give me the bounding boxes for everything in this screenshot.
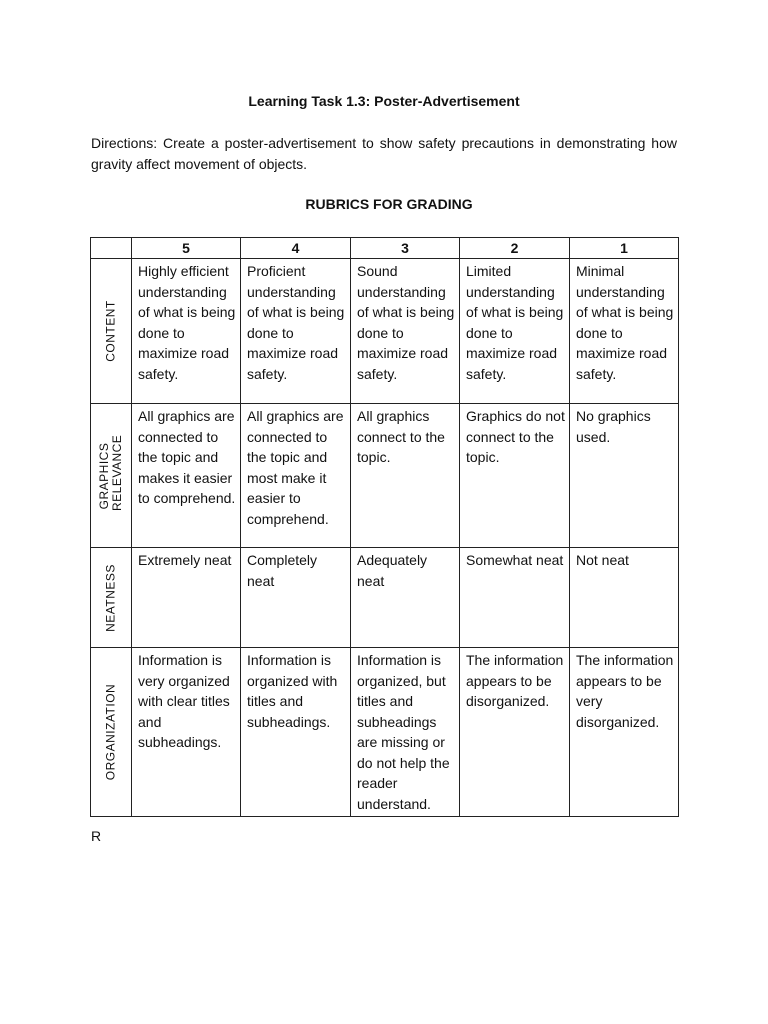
rubric-cell-text: All graphics are connected to the topic and most make it easier to comprehend. xyxy=(247,408,344,527)
rubric-cell xyxy=(460,259,570,404)
row-label-content: CONTENT xyxy=(103,300,118,362)
rubric-corner-cell xyxy=(91,238,132,259)
rubric-cell-text: Completely neat xyxy=(247,552,318,589)
rubric-cell xyxy=(570,259,679,404)
rubric-header-row xyxy=(91,238,679,259)
rubric-cell xyxy=(351,404,460,548)
row-label-cell xyxy=(91,259,132,404)
directions-text: Directions: Create a poster-advertisement to show safety precautions in demonstrating how gravity affect movement of objects. xyxy=(91,135,677,172)
rubric-cell xyxy=(132,548,241,648)
row-label-organization: ORGANIZATION xyxy=(103,683,118,781)
rubric-cell xyxy=(132,404,241,548)
rubric-cell xyxy=(460,648,570,817)
score-header-3: 3 xyxy=(351,238,460,259)
rubric-cell xyxy=(241,404,351,548)
rubric-cell-text: No graphics used. xyxy=(576,408,651,445)
rubric-cell-text: The information appears to be very disorganized. xyxy=(576,652,674,730)
rubric-cell xyxy=(351,259,460,404)
stray-character: R xyxy=(91,828,102,844)
rubric-cell-text: All graphics are connected to the topic and makes it easier to comprehend. xyxy=(138,408,236,506)
rubric-cell-text: Minimal understanding of what is being done to maximize road safety. xyxy=(576,263,674,382)
score-header-4: 4 xyxy=(241,238,351,259)
rubric-cell-text: Extremely neat xyxy=(138,552,232,568)
row-label-neatness: NEATNESS xyxy=(103,563,118,632)
rubric-cell xyxy=(351,548,460,648)
rubric-heading: RUBRICS FOR GRADING xyxy=(305,196,473,212)
rubric-cell-text: Sound understanding of what is being done to maximize road safety. xyxy=(357,263,455,382)
score-header-5: 5 xyxy=(132,238,241,259)
rubric-cell xyxy=(132,648,241,817)
row-label-graphics: GRAPHICS RELEVANCE xyxy=(97,434,124,511)
rubric-cell-text: Adequately neat xyxy=(357,552,428,589)
rubric-row-neatness xyxy=(91,548,679,648)
rubric-cell xyxy=(570,548,679,648)
rubric-cell xyxy=(570,404,679,548)
rubric-cell-text: Information is organized, but titles and subheadings are missing or do not help the reader understand. xyxy=(357,652,450,812)
rubric-cell xyxy=(460,404,570,548)
score-header-2: 2 xyxy=(460,238,570,259)
rubric-cell-text: All graphics connect to the topic. xyxy=(357,408,445,465)
rubric-cell xyxy=(132,259,241,404)
rubric-cell xyxy=(460,548,570,648)
rubric-cell-text: The information appears to be disorganized. xyxy=(466,652,564,709)
rubric-row-organization xyxy=(91,648,679,817)
rubric-cell xyxy=(241,648,351,817)
rubric-cell-text: Highly efficient understanding of what is being done to maximize road safety. xyxy=(138,263,236,382)
rubric-cell-text: Proficient understanding of what is being done to maximize road safety. xyxy=(247,263,345,382)
rubric-row-content xyxy=(91,259,679,404)
rubric-row-graphics xyxy=(91,404,679,548)
rubric-cell-text: Somewhat neat xyxy=(466,552,564,568)
rubric-cell-text: Limited understanding of what is being done to maximize road safety. xyxy=(466,263,564,382)
row-label-cell xyxy=(91,548,132,648)
score-header-1: 1 xyxy=(570,238,679,259)
rubric-table xyxy=(90,237,679,817)
row-label-cell xyxy=(91,648,132,817)
rubric-cell-text: Information is organized with titles and subheadings. xyxy=(247,652,338,730)
rubric-cell-text: Graphics do not connect to the topic. xyxy=(466,408,565,465)
rubric-cell xyxy=(351,648,460,817)
rubric-cell-text: Not neat xyxy=(576,552,629,568)
row-label-cell xyxy=(91,404,132,548)
rubric-cell xyxy=(570,648,679,817)
rubric-cell xyxy=(241,259,351,404)
rubric-cell xyxy=(241,548,351,648)
rubric-cell-text: Information is very organized with clear titles and subheadings. xyxy=(138,652,230,750)
document-title: Learning Task 1.3: Poster-Advertisement xyxy=(248,93,520,109)
